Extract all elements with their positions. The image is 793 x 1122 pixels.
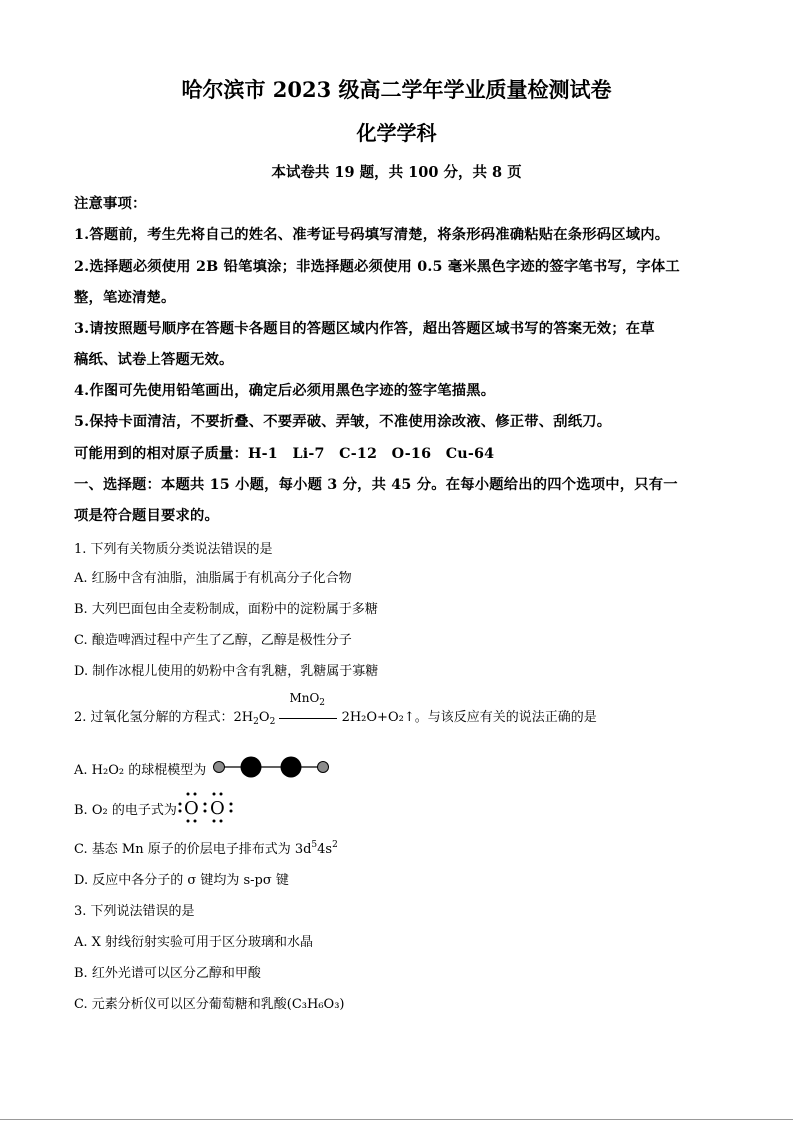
notice-line-2: 2.选择题必须使用 2B 铅笔填涂；非选择题必须使用 0.5 毫米黑色字迹的签字笔书写，字体工 bbox=[74, 259, 680, 275]
q3-stem: 3. 下列说法错误的是 bbox=[74, 904, 195, 919]
q2-option-d: D. 反应中各分子的 σ 键均为 s-pσ 键 bbox=[74, 873, 289, 888]
q2-option-c: C. 基态 Mn 原子的价层电子排布式为 $3d^54s^2$ bbox=[74, 840, 338, 857]
q2-stem-post: 2H₂O+O₂↑。与该反应有关的说法正确的是 bbox=[341, 710, 597, 725]
ball-stick-model-icon bbox=[210, 754, 334, 780]
notice-line-4: 3.请按照题号顺序在答题卡各题目的答题区域内作答，超出答题区域书写的答案无效；在草 bbox=[74, 321, 655, 337]
notice-line-6: 4.作图可先使用铅笔画出，确定后必须用黑色字迹的签字笔描黑。 bbox=[74, 383, 496, 399]
notice-line-5: 稿纸、试卷上答题无效。 bbox=[74, 352, 234, 368]
notice-heading: 注意事项： bbox=[74, 196, 147, 212]
q3-option-b: B. 红外光谱可以区分乙醇和甲酸 bbox=[74, 966, 261, 981]
reaction-arrow bbox=[279, 690, 337, 725]
exam-info: 本试卷共 19 题，共 100 分，共 8 页 bbox=[271, 164, 522, 181]
q3-option-c: C. 元素分析仪可以区分葡萄糖和乳酸(C₃H₆O₃) bbox=[74, 997, 345, 1012]
q1-stem: 1. 下列有关物质分类说法错误的是 bbox=[74, 542, 273, 557]
o2-electron-formula bbox=[176, 789, 240, 825]
exam-title: 哈尔滨市 2023 级高二学年学业质量检测试卷 bbox=[181, 77, 612, 102]
svg-text:O: O bbox=[210, 798, 225, 819]
atomic-masses: 可能用到的相对原子质量：H-1 Li-7 C-12 O-16 Cu-64 bbox=[74, 446, 495, 462]
q2-option-a bbox=[74, 759, 206, 778]
q1-option-d: D. 制作冰棍儿使用的奶粉中含有乳糖，乳糖属于寡糖 bbox=[74, 664, 379, 679]
page-bottom-rule bbox=[0, 1119, 793, 1120]
catalyst-label: MnO$_2$ bbox=[289, 690, 326, 708]
q2-sub1: 2 bbox=[253, 717, 259, 727]
notice-line-7: 5.保持卡面清洁，不要折叠、不要弄破、弄皱，不准使用涂改液、修正带、刮纸刀。 bbox=[74, 414, 612, 430]
section1-line-2: 项是符合题目要求的。 bbox=[74, 508, 219, 524]
lactic-acid-formula: C₃H₆O₃ bbox=[291, 997, 340, 1012]
q2-option-a-label: A. H₂O₂ 的球棍模型为 bbox=[74, 763, 207, 778]
q1-option-c: C. 酿造啤酒过程中产生了乙醇，乙醇是极性分子 bbox=[74, 633, 352, 648]
q2-sub2: 2 bbox=[269, 717, 276, 727]
notice-line-3: 整，笔迹清楚。 bbox=[74, 290, 176, 306]
svg-text:O: O bbox=[184, 798, 199, 819]
q1-option-b: B. 大列巴面包由全麦粉制成，面粉中的淀粉属于多糖 bbox=[74, 602, 378, 617]
subject-title: 化学学科 bbox=[356, 121, 437, 145]
q2-option-b-label: B. O₂ 的电子式为 bbox=[74, 803, 177, 818]
q2-option-b bbox=[74, 799, 177, 818]
q2-stem-pre: 2. 过氧化氢分解的方程式：2H bbox=[74, 710, 254, 725]
q2-stem-o: O bbox=[258, 710, 270, 725]
q2-stem bbox=[74, 690, 597, 727]
notice-line-1: 1.答题前，考生先将自己的姓名、准考证号码填写清楚，将条形码准确粘贴在条形码区域内。 bbox=[74, 227, 670, 243]
q3-option-a: A. X 射线衍射实验可用于区分玻璃和水晶 bbox=[74, 935, 314, 950]
section1-line-1: 一、选择题：本题共 15 小题，每小题 3 分，共 45 分。在每小题给出的四个选项中，只有一 bbox=[74, 477, 678, 493]
q1-option-a: A. 红肠中含有油脂，油脂属于有机高分子化合物 bbox=[74, 571, 352, 586]
